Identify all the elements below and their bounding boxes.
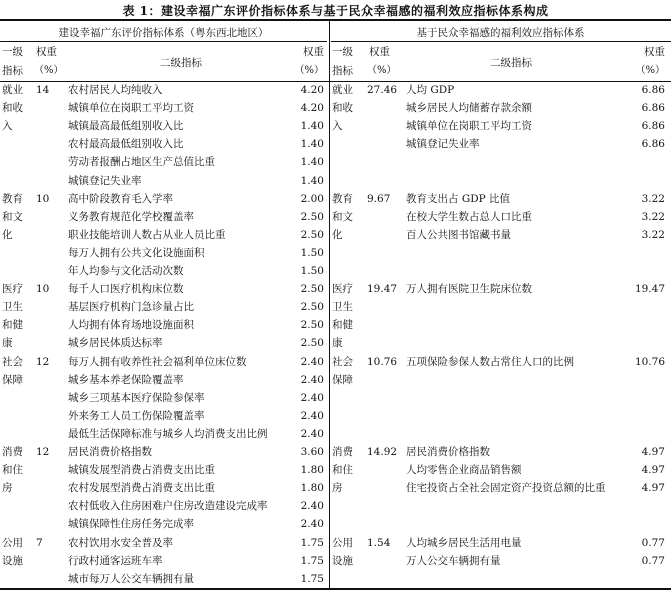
right-col-weight-a: 权重 xyxy=(369,46,390,58)
left-group-name: 保障 xyxy=(2,373,23,386)
right-group-weight: 14.92 xyxy=(367,446,398,458)
right-group-name: 社会 xyxy=(332,355,353,368)
left-item-weight: 2.40 xyxy=(300,518,324,531)
left-item-weight: 4.20 xyxy=(300,102,324,115)
right-item-weight: 0.77 xyxy=(641,554,665,567)
left-item-label: 城乡基本养老保险覆盖率 xyxy=(68,373,184,386)
right-group-name: 入 xyxy=(332,120,343,133)
left-group-name: 化 xyxy=(2,228,13,241)
left-item-label: 城镇单位在岗职工平均工资 xyxy=(68,102,194,115)
left-item-label: 居民消费价格指数 xyxy=(68,446,152,458)
left-col-weight2-a: 权重 xyxy=(303,46,324,58)
left-item-label: 基层医疗机构门急诊量占比 xyxy=(68,301,194,314)
right-group-name: 和收 xyxy=(332,102,353,115)
right-group-weight: 27.46 xyxy=(367,84,398,96)
left-item-label: 农村最高最低组别收入比 xyxy=(68,138,184,151)
left-item-label: 年人均参与文化活动次数 xyxy=(68,265,184,277)
right-col-level2: 二级指标 xyxy=(490,57,532,69)
left-item-label: 城镇保障性住房任务完成率 xyxy=(68,518,194,531)
right-item-label: 居民消费价格指数 xyxy=(406,446,490,458)
left-item-weight: 1.40 xyxy=(300,156,324,169)
right-item-weight: 6.86 xyxy=(641,138,665,151)
right-item-weight: 3.22 xyxy=(641,210,665,223)
left-item-label: 农村发展型消费占消费支出比重 xyxy=(68,482,215,495)
left-item-label: 农村饮用水安全普及率 xyxy=(68,536,173,549)
left-col-level1-b: 指标 xyxy=(2,65,23,77)
right-item-label: 城镇登记失业率 xyxy=(406,138,480,151)
left-item-label: 城镇登记失业率 xyxy=(68,174,142,187)
right-item-label: 住宅投资占全社会固定资产投资总额的比重 xyxy=(406,482,606,495)
left-item-label: 城乡三项基本医疗保险参保率 xyxy=(68,391,205,404)
heading-underline-right xyxy=(331,41,671,42)
left-item-label: 外来务工人员工伤保险覆盖率 xyxy=(68,409,205,422)
left-item-label: 城镇发展型消费占消费支出比重 xyxy=(68,464,215,477)
left-group-weight: 14 xyxy=(36,84,50,96)
left-item-weight: 1.40 xyxy=(300,120,324,133)
left-heading: 建设幸福广东评价指标体系（粤东西北地区） xyxy=(58,27,269,39)
left-item-weight: 2.50 xyxy=(300,228,324,241)
right-item-weight: 4.97 xyxy=(641,482,665,495)
left-col-level1-a: 一级 xyxy=(2,46,23,58)
left-item-weight: 2.50 xyxy=(300,319,324,332)
left-item-weight: 2.40 xyxy=(300,409,324,422)
left-item-weight: 1.75 xyxy=(300,572,324,585)
right-group-name: 卫生 xyxy=(332,301,353,314)
left-group-name: 房 xyxy=(2,482,13,495)
left-group-name: 社会 xyxy=(2,355,23,368)
left-item-label: 农村居民人均纯收入 xyxy=(68,84,163,96)
right-item-weight: 3.22 xyxy=(641,192,665,205)
right-item-label: 教育支出占 GDP 比值 xyxy=(406,192,511,205)
right-group-name: 消费 xyxy=(332,446,353,458)
right-item-weight: 6.86 xyxy=(641,120,665,133)
left-item-weight: 1.40 xyxy=(300,138,324,151)
left-col-weight2-b: （%） xyxy=(294,65,324,76)
right-item-label: 城乡居民人均储蓄存款余额 xyxy=(406,102,532,115)
left-group-weight: 10 xyxy=(36,283,50,296)
right-item-weight: 10.76 xyxy=(634,355,665,368)
right-item-weight: 19.47 xyxy=(634,283,665,296)
right-item-weight: 3.22 xyxy=(641,228,665,241)
right-col-weight2-a: 权重 xyxy=(644,46,665,58)
left-group-name: 和健 xyxy=(2,319,23,332)
left-group-name: 和文 xyxy=(2,210,23,223)
left-group-name: 入 xyxy=(2,120,13,133)
right-group-name: 就业 xyxy=(332,84,353,96)
right-group-weight: 10.76 xyxy=(367,355,398,368)
right-group-name: 和文 xyxy=(332,210,353,223)
right-group-weight: 19.47 xyxy=(367,283,398,296)
right-item-weight: 6.86 xyxy=(641,102,665,115)
right-item-label: 万人拥有医院卫生院床位数 xyxy=(406,283,532,296)
left-item-weight: 2.50 xyxy=(300,301,324,314)
right-item-label: 人均 GDP xyxy=(406,84,455,96)
left-group-weight: 10 xyxy=(36,192,50,205)
right-group-name: 和住 xyxy=(332,464,353,477)
left-item-label: 高中阶段教育毛入学率 xyxy=(68,192,173,205)
left-item-weight: 2.40 xyxy=(300,355,324,368)
right-item-weight: 6.86 xyxy=(641,84,665,96)
right-col-weight-b: （%） xyxy=(367,65,397,76)
left-item-weight: 1.75 xyxy=(300,554,324,567)
right-item-label: 万人公交车辆拥有量 xyxy=(406,554,501,567)
table-caption: 表 1：建设幸福广东评价指标体系与基于民众幸福感的福利效应指标体系构成 xyxy=(122,4,549,18)
left-group-name: 卫生 xyxy=(2,301,23,314)
left-item-label: 城乡居民体质达标率 xyxy=(68,337,163,350)
right-item-weight: 4.97 xyxy=(641,464,665,477)
right-group-name: 公用 xyxy=(332,536,353,549)
left-item-label: 职业技能培训人数占从业人员比重 xyxy=(68,228,226,241)
left-group-name: 消费 xyxy=(2,446,23,458)
right-item-weight: 4.97 xyxy=(641,446,665,458)
left-item-label: 劳动者报酬占地区生产总值比重 xyxy=(68,156,215,169)
left-item-weight: 1.50 xyxy=(300,246,324,259)
right-col-level1-b: 指标 xyxy=(332,65,353,77)
right-group-name: 教育 xyxy=(332,192,353,205)
left-item-weight: 1.40 xyxy=(300,174,324,187)
left-group-name: 就业 xyxy=(2,84,23,96)
left-group-name: 康 xyxy=(2,337,13,350)
left-item-label: 人均拥有体育场地设施面积 xyxy=(68,319,194,332)
left-group-name: 和收 xyxy=(2,102,23,115)
left-group-name: 设施 xyxy=(2,554,23,567)
left-item-weight: 3.60 xyxy=(300,446,324,458)
top-rule xyxy=(0,19,671,21)
right-group-name: 房 xyxy=(332,482,343,495)
left-item-weight: 1.80 xyxy=(300,464,324,477)
right-group-name: 设施 xyxy=(332,554,353,567)
right-group-name: 和健 xyxy=(332,319,353,332)
right-group-name: 康 xyxy=(332,337,343,350)
left-item-weight: 2.40 xyxy=(300,500,324,513)
left-item-label: 每千人口医疗机构床位数 xyxy=(68,283,184,296)
left-item-weight: 1.80 xyxy=(300,482,324,495)
left-item-label: 每万人拥有公共文化设施面积 xyxy=(68,246,205,259)
left-item-label: 城市每万人公交车辆拥有量 xyxy=(68,572,194,585)
left-item-weight: 2.50 xyxy=(300,337,324,350)
left-group-weight: 12 xyxy=(36,446,50,458)
left-group-name: 教育 xyxy=(2,192,23,205)
right-item-label: 五项保险参保人数占常住人口的比例 xyxy=(406,355,574,368)
left-item-label: 每万人拥有收养性社会福利单位床位数 xyxy=(68,355,247,368)
column-divider xyxy=(329,19,330,589)
right-item-label: 在校大学生数占总人口比重 xyxy=(406,210,532,223)
left-item-weight: 2.40 xyxy=(300,391,324,404)
right-heading: 基于民众幸福感的福利效应指标体系 xyxy=(416,27,585,39)
right-item-label: 人均城乡居民生活用电量 xyxy=(406,536,522,549)
right-item-label: 百人公共图书馆藏书量 xyxy=(406,228,511,241)
right-item-weight: 0.77 xyxy=(641,536,665,549)
right-col-level1-a: 一级 xyxy=(332,46,353,58)
left-item-weight: 2.50 xyxy=(300,283,324,296)
left-col-weight-b: （%） xyxy=(34,65,64,76)
left-item-weight: 4.20 xyxy=(300,84,324,96)
left-group-name: 医疗 xyxy=(2,283,23,296)
left-item-weight: 1.75 xyxy=(300,536,324,549)
right-group-name: 保障 xyxy=(332,373,353,386)
left-item-label: 行政村通客运班车率 xyxy=(68,554,163,567)
left-group-weight: 12 xyxy=(36,355,50,368)
left-item-weight: 1.50 xyxy=(300,265,324,277)
left-item-weight: 2.00 xyxy=(300,192,324,205)
heading-underline-left xyxy=(0,41,327,42)
left-item-weight: 2.50 xyxy=(300,210,324,223)
right-item-label: 城镇单位在岗职工平均工资 xyxy=(406,120,532,133)
left-item-weight: 2.40 xyxy=(300,427,324,440)
left-item-label: 最低生活保障标准与城乡人均消费支出比例 xyxy=(68,427,268,440)
left-item-weight: 2.40 xyxy=(300,373,324,386)
left-group-name: 和住 xyxy=(2,464,23,477)
right-group-name: 化 xyxy=(332,228,343,241)
left-item-label: 农村低收入住房困难户住房改造建设完成率 xyxy=(68,500,268,513)
header-rule xyxy=(0,81,671,82)
right-group-weight: 9.67 xyxy=(367,192,391,205)
left-col-weight-a: 权重 xyxy=(36,46,57,58)
left-item-label: 义务教育规范化学校覆盖率 xyxy=(68,210,194,223)
left-item-label: 城镇最高最低组别收入比 xyxy=(68,120,184,133)
right-col-weight2-b: （%） xyxy=(635,65,665,76)
left-group-name: 公用 xyxy=(2,536,23,549)
right-group-weight: 1.54 xyxy=(367,536,391,549)
left-group-weight: 7 xyxy=(36,536,43,549)
left-col-level2: 二级指标 xyxy=(160,57,202,69)
right-group-name: 医疗 xyxy=(332,283,353,296)
right-item-label: 人均零售企业商品销售额 xyxy=(406,464,522,477)
